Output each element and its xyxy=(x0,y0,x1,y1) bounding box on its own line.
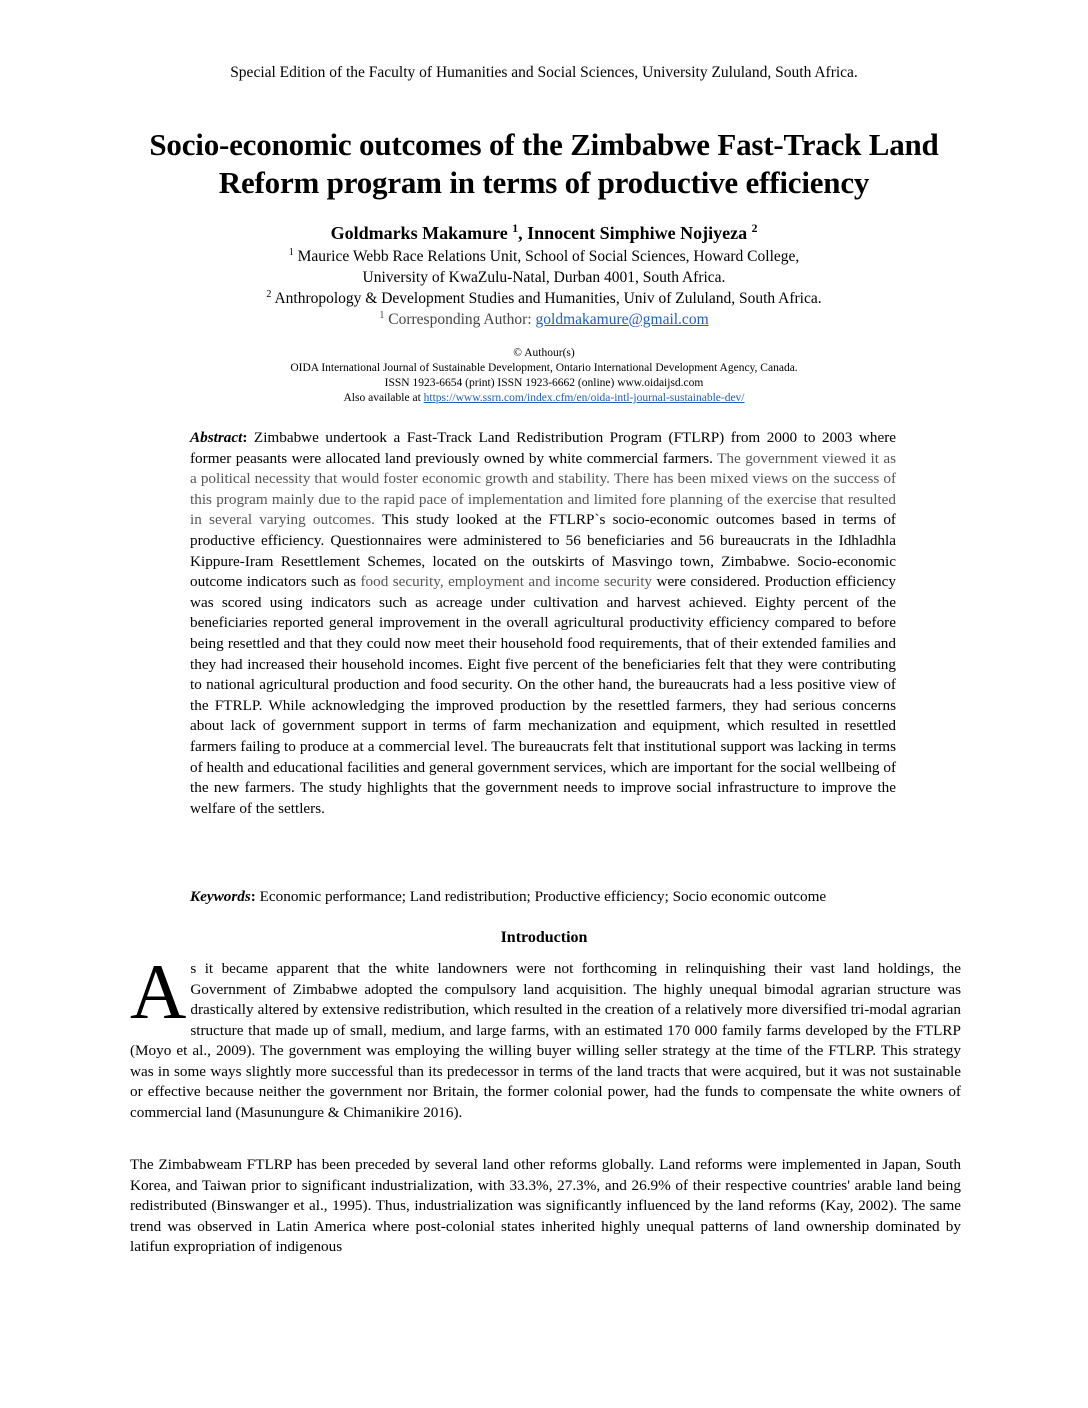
abstract xyxy=(190,428,896,819)
abstract-text-5: were considered. Production efficiency was scored using indicators such as acreage under cultivation and harvest achieved. Eighty percent of the beneficiaries reported general improvement in the overall agricultural productivity efficiency compared to before being resettled and that they could now meet their household food requirements, that of their extended families and they had increased their household incomes. Eight five percent of the beneficiaries felt that they were contributing to national agricultural production and food security. On the other hand, the bureaucrats had a less positive view of the FTRLP. While acknowledging the improved production by the resettled farmers, they had serious concerns about lack of government support in terms of farm mechanization and equipment, which resulted in resettled farmers failing to produce at a commercial level. The bureaucrats felt that institutional support was lacking in terms of health and educational facilities and general government services, which are important for the social wellbeing of the new farmers. The study highlights that the government needs to improve social infrastructure to improve the welfare of the settlers. xyxy=(190,573,896,817)
abstract-label: Abstract xyxy=(190,429,243,446)
issn-line: ISSN 1923-6654 (print) ISSN 1923-6662 (online) www.oidaijsd.com xyxy=(384,377,704,389)
introduction-paragraph-1 xyxy=(130,948,961,1123)
keywords-colon: : xyxy=(250,888,260,905)
ssrn-link[interactable]: https://www.ssrn.com/index.cfm/en/oida-intl-journal-sustainable-dev/ xyxy=(423,392,745,404)
running-header: Special Edition of the Faculty of Humanities and Social Sciences, University Zululand, South Africa. xyxy=(230,64,858,81)
abstract-text-2: The government viewed it as a political necessity that would foster economic growth and stability. There has been mixed views on the success of this program mainly due to the rapid pace of implementation and limited fore planning of the exercise that resulted in several varying outcomes. xyxy=(190,449,896,529)
abstract-text-1: Zimbabwe undertook a Fast-Track Land Redistribution Program (FTLRP) from 2000 to 2003 where former peasants were allocated land previously owned by white commercial farmers. xyxy=(190,429,896,467)
journal-name: OIDA International Journal of Sustainable Development, Ontario International Development Agency, Canada. xyxy=(290,362,798,374)
section-heading-introduction: Introduction xyxy=(500,929,588,946)
author-1-affiliation-mark: 1 xyxy=(512,222,519,235)
author-2-affiliation-mark: 2 xyxy=(751,222,758,235)
paper-title xyxy=(0,126,1088,202)
drop-cap: A xyxy=(130,948,187,1035)
availability-label: Also available at xyxy=(343,392,424,404)
corresponding-label: Corresponding Author: xyxy=(388,311,536,328)
affiliation-1-mark: 1 xyxy=(288,246,294,258)
keywords-label: Keywords xyxy=(190,888,251,905)
abstract-colon: : xyxy=(242,429,254,446)
author-2: Innocent Simphiwe Nojiyeza xyxy=(527,223,748,243)
availability-line xyxy=(0,391,1088,406)
keywords xyxy=(190,887,896,908)
affiliation-2 xyxy=(0,289,1088,309)
introduction-paragraph-2: The Zimbabweam FTLRP has been preceded by several land other reforms globally. Land reforms were implemented in Japan, South Korea, and Taiwan prior to significant industrialization, with 33.3%, 27.3%, and 26.9% of their respective countries' arable land being redistributed (Binswanger et al., 1995). Thus, industrialization was significantly influenced by the land reforms (Kay, 2002). The same trend was observed in Latin America where post-colonial states inherited highly unequal patterns of land ownership dominated by latifun expropriation of indigenous xyxy=(130,1156,961,1255)
copyright-notice: © Authour(s) xyxy=(513,347,575,359)
affiliation-2-text: Anthropology & Development Studies and Humanities, Univ of Zululand, South Africa. xyxy=(274,290,822,307)
title-line-2: Reform program in terms of productive efficiency xyxy=(218,165,870,200)
author-separator: , xyxy=(518,223,528,243)
corresponding-email-link[interactable]: goldmakamure@gmail.com xyxy=(535,311,709,328)
corresponding-mark: 1 xyxy=(379,309,385,321)
corresponding-author xyxy=(0,310,1088,330)
affiliation-1-text: Maurice Webb Race Relations Unit, School of Social Sciences, Howard College, xyxy=(297,248,800,265)
abstract-text-4: food security, employment and income security xyxy=(360,573,653,591)
affiliation-2-mark: 2 xyxy=(266,288,272,300)
author-list xyxy=(0,222,1088,244)
affiliation-1-line-2: University of KwaZulu-Natal, Durban 4001, South Africa. xyxy=(362,269,726,286)
author-1: Goldmarks Makamure xyxy=(330,223,508,243)
abstract-text-3: This study looked at the FTLRP`s socio-economic outcomes based in terms of productive efficiency. Questionnaires were administered to 56 beneficiaries and 56 bureaucrats in the Idhladhla Kippure-Iram Resettlement Schemes, located on the outskirts of Masvingo town, Zimbabwe. Socio-economic outcome indicators such as xyxy=(190,511,896,591)
introduction-paragraph-1-text: s it became apparent that the white landowners were not forthcoming in relinquishing their vast land holdings, the Government of Zimbabwe adopted the compulsory land acquisition. The highly unequal bimodal agrarian structure was drastically altered by extensive redistribution, which resulted in the creation of a relatively more diversified tri-modal agrarian structure that made up of small, medium, and large farms, with an estimated 170 000 family farms developed by the FTLRP (Moyo et al., 2009). The government was employing the willing buyer willing seller strategy at the time of the FTLRP. This strategy was in some ways slightly more successful than its predecessor in terms of the land tracts that were acquired, but it was not sustainable or effective because neither the government nor Britain, the former colonial power, had the funds to compensate the white owners of commercial land (Masunungure & Chimanikire 2016). xyxy=(130,960,961,1121)
title-line-1: Socio-economic outcomes of the Zimbabwe Fast-Track Land xyxy=(149,127,939,162)
keywords-text: Economic performance; Land redistribution; Productive efficiency; Socio economic outcome xyxy=(259,888,827,905)
affiliation-1-line-1 xyxy=(0,247,1088,267)
